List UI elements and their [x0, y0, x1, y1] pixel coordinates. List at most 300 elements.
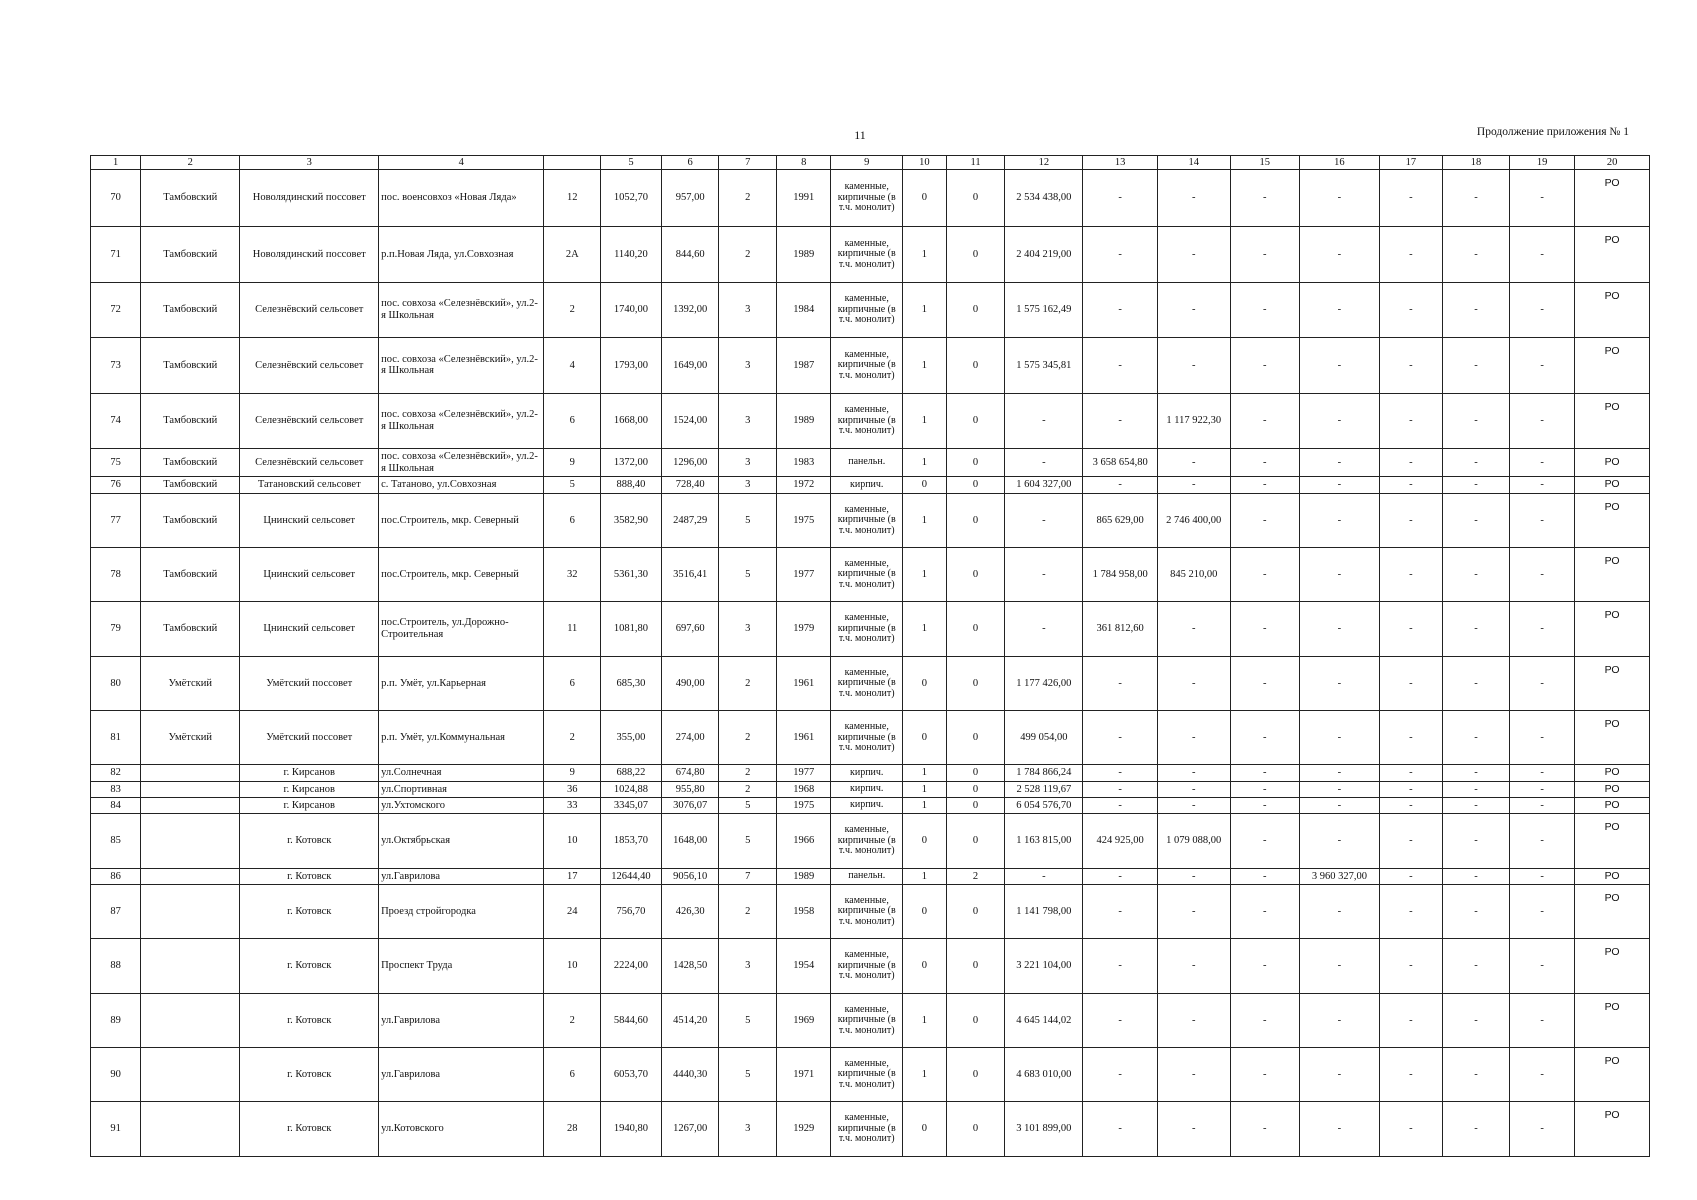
table-row: [91, 765, 1650, 781]
cell-c14: -: [1157, 868, 1230, 884]
cell-c20: РО: [1575, 1102, 1650, 1157]
cell-house: 28: [544, 1102, 601, 1157]
cell-c12: 2 404 219,00: [1005, 227, 1083, 282]
cell-c14: -: [1157, 798, 1230, 814]
cell-c6: 9056,10: [661, 868, 719, 884]
cell-n: 70: [91, 169, 141, 227]
cell-c16: -: [1299, 477, 1379, 493]
cell-c10: 1: [902, 227, 946, 282]
cell-c10: 1: [902, 282, 946, 337]
cell-c13: -: [1083, 993, 1158, 1047]
cell-c20: РО: [1575, 169, 1650, 227]
cell-c20: РО: [1575, 477, 1650, 493]
cell-c17: -: [1379, 282, 1442, 337]
cell-c18: -: [1442, 493, 1509, 547]
cell-district: Тамбовский: [141, 548, 240, 602]
cell-c6: 1267,00: [661, 1102, 719, 1157]
table-row: [91, 338, 1650, 393]
cell-c7: 3: [719, 338, 777, 393]
cell-c14: -: [1157, 884, 1230, 938]
cell-c5: 1668,00: [601, 393, 662, 448]
cell-c17: -: [1379, 338, 1442, 393]
column-number-cell: 19: [1510, 156, 1575, 170]
cell-c16: -: [1299, 814, 1379, 868]
cell-c11: 0: [946, 1048, 1005, 1102]
cell-c18: -: [1442, 711, 1509, 765]
cell-c14: -: [1157, 282, 1230, 337]
cell-c18: -: [1442, 449, 1509, 477]
cell-address: пос.Строитель, мкр. Северный: [379, 493, 544, 547]
cell-c12: 4 683 010,00: [1005, 1048, 1083, 1102]
cell-c15: -: [1230, 393, 1299, 448]
cell-house: 6: [544, 393, 601, 448]
cell-settlement: Селезнёвский сельсовет: [240, 449, 379, 477]
cell-c14: -: [1157, 602, 1230, 656]
cell-c8: 1975: [777, 493, 831, 547]
cell-c19: -: [1510, 781, 1575, 797]
cell-c17: -: [1379, 993, 1442, 1047]
cell-settlement: Новолядинский поссовет: [240, 169, 379, 227]
cell-c5: 888,40: [601, 477, 662, 493]
cell-c10: 1: [902, 993, 946, 1047]
cell-address: ул.Ухтомского: [379, 798, 544, 814]
cell-c18: -: [1442, 477, 1509, 493]
cell-c7: 2: [719, 765, 777, 781]
cell-c5: 1853,70: [601, 814, 662, 868]
cell-c8: 1987: [777, 338, 831, 393]
cell-c6: 1428,50: [661, 939, 719, 993]
cell-c8: 1958: [777, 884, 831, 938]
cell-c9: каменные, кирпичные (в т.ч. монолит): [831, 338, 902, 393]
cell-c6: 3076,07: [661, 798, 719, 814]
cell-c14: -: [1157, 781, 1230, 797]
cell-house: 17: [544, 868, 601, 884]
table-row: [91, 781, 1650, 797]
table-row: [91, 393, 1650, 448]
cell-c12: 1 784 866,24: [1005, 765, 1083, 781]
column-number-cell: 18: [1442, 156, 1509, 170]
cell-c11: 0: [946, 282, 1005, 337]
cell-c14: 1 079 088,00: [1157, 814, 1230, 868]
table-row: [91, 449, 1650, 477]
cell-c13: -: [1083, 711, 1158, 765]
cell-c7: 5: [719, 1048, 777, 1102]
cell-c15: -: [1230, 449, 1299, 477]
cell-settlement: г. Котовск: [240, 993, 379, 1047]
cell-c20: РО: [1575, 884, 1650, 938]
cell-c5: 3582,90: [601, 493, 662, 547]
cell-c5: 5361,30: [601, 548, 662, 602]
cell-c20: РО: [1575, 798, 1650, 814]
cell-c11: 0: [946, 393, 1005, 448]
cell-c8: 1989: [777, 868, 831, 884]
cell-district: Тамбовский: [141, 449, 240, 477]
table-row: [91, 227, 1650, 282]
cell-c14: -: [1157, 169, 1230, 227]
cell-district: Тамбовский: [141, 602, 240, 656]
cell-c19: -: [1510, 282, 1575, 337]
table-row: [91, 884, 1650, 938]
cell-settlement: Татановский сельсовет: [240, 477, 379, 493]
cell-address: с. Татаново, ул.Совхозная: [379, 477, 544, 493]
cell-c11: 0: [946, 765, 1005, 781]
cell-c13: -: [1083, 939, 1158, 993]
cell-c16: -: [1299, 338, 1379, 393]
cell-c13: -: [1083, 868, 1158, 884]
cell-c8: 1977: [777, 765, 831, 781]
cell-n: 81: [91, 711, 141, 765]
cell-house: 24: [544, 884, 601, 938]
cell-c19: -: [1510, 169, 1575, 227]
column-number-cell: 14: [1157, 156, 1230, 170]
cell-c10: 1: [902, 493, 946, 547]
cell-c5: 12644,40: [601, 868, 662, 884]
cell-c6: 1296,00: [661, 449, 719, 477]
cell-n: 82: [91, 765, 141, 781]
cell-n: 83: [91, 781, 141, 797]
cell-n: 71: [91, 227, 141, 282]
cell-district: Тамбовский: [141, 169, 240, 227]
cell-house: 2: [544, 993, 601, 1047]
column-number-cell: 20: [1575, 156, 1650, 170]
cell-settlement: Селезнёвский сельсовет: [240, 282, 379, 337]
cell-address: пос.Строитель, мкр. Северный: [379, 548, 544, 602]
cell-c5: 2224,00: [601, 939, 662, 993]
cell-c13: -: [1083, 169, 1158, 227]
cell-c12: -: [1005, 449, 1083, 477]
cell-c6: 1524,00: [661, 393, 719, 448]
cell-c11: 0: [946, 884, 1005, 938]
cell-c6: 2487,29: [661, 493, 719, 547]
cell-c12: 1 163 815,00: [1005, 814, 1083, 868]
column-number-cell: 16: [1299, 156, 1379, 170]
cell-c9: каменные, кирпичные (в т.ч. монолит): [831, 393, 902, 448]
cell-c15: -: [1230, 548, 1299, 602]
cell-c9: каменные, кирпичные (в т.ч. монолит): [831, 711, 902, 765]
cell-settlement: Новолядинский поссовет: [240, 227, 379, 282]
cell-c12: -: [1005, 548, 1083, 602]
cell-c11: 0: [946, 548, 1005, 602]
cell-c17: -: [1379, 169, 1442, 227]
column-number-cell: [544, 156, 601, 170]
cell-c13: -: [1083, 765, 1158, 781]
cell-c9: каменные, кирпичные (в т.ч. монолит): [831, 814, 902, 868]
cell-c11: 0: [946, 814, 1005, 868]
cell-c8: 1929: [777, 1102, 831, 1157]
cell-c18: -: [1442, 282, 1509, 337]
cell-c9: каменные, кирпичные (в т.ч. монолит): [831, 282, 902, 337]
cell-c18: -: [1442, 1102, 1509, 1157]
cell-c15: -: [1230, 338, 1299, 393]
cell-district: Тамбовский: [141, 227, 240, 282]
cell-n: 74: [91, 393, 141, 448]
cell-district: Тамбовский: [141, 477, 240, 493]
cell-c19: -: [1510, 993, 1575, 1047]
cell-c16: -: [1299, 1102, 1379, 1157]
cell-settlement: Цнинский сельсовет: [240, 548, 379, 602]
cell-c17: -: [1379, 449, 1442, 477]
cell-c6: 728,40: [661, 477, 719, 493]
cell-c11: 0: [946, 169, 1005, 227]
cell-c13: 361 812,60: [1083, 602, 1158, 656]
cell-n: 79: [91, 602, 141, 656]
cell-c12: 1 141 798,00: [1005, 884, 1083, 938]
cell-c5: 6053,70: [601, 1048, 662, 1102]
cell-c8: 1961: [777, 656, 831, 710]
cell-c10: 0: [902, 711, 946, 765]
table-row: [91, 1048, 1650, 1102]
cell-c15: -: [1230, 814, 1299, 868]
cell-c15: -: [1230, 477, 1299, 493]
cell-settlement: г. Котовск: [240, 868, 379, 884]
cell-c20: РО: [1575, 338, 1650, 393]
table-row: [91, 548, 1650, 602]
cell-c10: 1: [902, 1048, 946, 1102]
cell-c19: -: [1510, 814, 1575, 868]
cell-district: Тамбовский: [141, 393, 240, 448]
cell-c15: -: [1230, 493, 1299, 547]
cell-c15: -: [1230, 227, 1299, 282]
cell-district: [141, 765, 240, 781]
cell-c17: -: [1379, 798, 1442, 814]
cell-c15: -: [1230, 884, 1299, 938]
cell-district: Тамбовский: [141, 338, 240, 393]
cell-c16: -: [1299, 798, 1379, 814]
cell-c10: 0: [902, 169, 946, 227]
cell-c20: РО: [1575, 282, 1650, 337]
column-number-cell: 1: [91, 156, 141, 170]
cell-c12: -: [1005, 393, 1083, 448]
cell-c6: 4440,30: [661, 1048, 719, 1102]
cell-house: 10: [544, 814, 601, 868]
cell-c17: -: [1379, 781, 1442, 797]
cell-house: 6: [544, 493, 601, 547]
cell-c20: РО: [1575, 711, 1650, 765]
cell-c20: РО: [1575, 868, 1650, 884]
cell-c20: РО: [1575, 939, 1650, 993]
cell-c15: -: [1230, 939, 1299, 993]
cell-c10: 0: [902, 656, 946, 710]
table-row: [91, 711, 1650, 765]
cell-c5: 1793,00: [601, 338, 662, 393]
cell-c14: -: [1157, 449, 1230, 477]
cell-c14: 2 746 400,00: [1157, 493, 1230, 547]
cell-c9: каменные, кирпичные (в т.ч. монолит): [831, 493, 902, 547]
cell-c19: -: [1510, 711, 1575, 765]
cell-settlement: Цнинский сельсовет: [240, 602, 379, 656]
cell-c7: 5: [719, 993, 777, 1047]
cell-c8: 1989: [777, 227, 831, 282]
cell-c16: 3 960 327,00: [1299, 868, 1379, 884]
cell-c7: 2: [719, 169, 777, 227]
cell-c6: 274,00: [661, 711, 719, 765]
column-number-cell: 11: [946, 156, 1005, 170]
cell-c5: 688,22: [601, 765, 662, 781]
cell-c12: 3 101 899,00: [1005, 1102, 1083, 1157]
cell-address: ул.Солнечная: [379, 765, 544, 781]
cell-c10: 1: [902, 393, 946, 448]
cell-c5: 1940,80: [601, 1102, 662, 1157]
cell-c11: 0: [946, 1102, 1005, 1157]
cell-c16: -: [1299, 602, 1379, 656]
cell-n: 85: [91, 814, 141, 868]
cell-c15: -: [1230, 602, 1299, 656]
cell-district: Тамбовский: [141, 282, 240, 337]
cell-c17: -: [1379, 1102, 1442, 1157]
cell-c12: 1 604 327,00: [1005, 477, 1083, 493]
cell-c16: -: [1299, 393, 1379, 448]
cell-settlement: г. Кирсанов: [240, 781, 379, 797]
cell-c10: 1: [902, 449, 946, 477]
column-number-cell: 12: [1005, 156, 1083, 170]
cell-c12: -: [1005, 868, 1083, 884]
cell-c7: 5: [719, 798, 777, 814]
cell-c14: -: [1157, 1048, 1230, 1102]
cell-c14: -: [1157, 711, 1230, 765]
page-number: 11: [854, 128, 866, 142]
cell-c8: 1966: [777, 814, 831, 868]
cell-c8: 1977: [777, 548, 831, 602]
cell-c6: 674,80: [661, 765, 719, 781]
cell-c16: -: [1299, 781, 1379, 797]
cell-c13: 424 925,00: [1083, 814, 1158, 868]
cell-c9: кирпич.: [831, 798, 902, 814]
column-number-cell: 6: [661, 156, 719, 170]
cell-house: 2: [544, 711, 601, 765]
table-row: [91, 814, 1650, 868]
cell-c7: 2: [719, 227, 777, 282]
cell-c7: 2: [719, 781, 777, 797]
cell-c9: каменные, кирпичные (в т.ч. монолит): [831, 1048, 902, 1102]
cell-c17: -: [1379, 393, 1442, 448]
cell-c13: -: [1083, 798, 1158, 814]
cell-c18: -: [1442, 884, 1509, 938]
table-row: [91, 282, 1650, 337]
cell-c8: 1954: [777, 939, 831, 993]
cell-c8: 1989: [777, 393, 831, 448]
cell-c11: 2: [946, 868, 1005, 884]
cell-c14: -: [1157, 765, 1230, 781]
table-row: [91, 477, 1650, 493]
cell-settlement: г. Кирсанов: [240, 798, 379, 814]
cell-house: 6: [544, 656, 601, 710]
cell-address: р.п. Умёт, ул.Коммунальная: [379, 711, 544, 765]
cell-district: [141, 939, 240, 993]
cell-c13: 1 784 958,00: [1083, 548, 1158, 602]
cell-c19: -: [1510, 1102, 1575, 1157]
cell-c5: 1052,70: [601, 169, 662, 227]
cell-c15: -: [1230, 765, 1299, 781]
cell-c17: -: [1379, 884, 1442, 938]
cell-c15: -: [1230, 169, 1299, 227]
cell-c7: 3: [719, 1102, 777, 1157]
cell-house: 2: [544, 282, 601, 337]
cell-c16: -: [1299, 884, 1379, 938]
cell-c5: 1081,80: [601, 602, 662, 656]
cell-c11: 0: [946, 798, 1005, 814]
cell-c10: 1: [902, 548, 946, 602]
cell-c9: панельн.: [831, 868, 902, 884]
column-number-cell: 5: [601, 156, 662, 170]
cell-c7: 2: [719, 656, 777, 710]
cell-c20: РО: [1575, 602, 1650, 656]
cell-n: 87: [91, 884, 141, 938]
cell-c20: РО: [1575, 493, 1650, 547]
cell-c6: 844,60: [661, 227, 719, 282]
cell-c11: 0: [946, 602, 1005, 656]
cell-c9: каменные, кирпичные (в т.ч. монолит): [831, 939, 902, 993]
cell-c12: 1 177 426,00: [1005, 656, 1083, 710]
cell-n: 78: [91, 548, 141, 602]
cell-c13: -: [1083, 227, 1158, 282]
cell-c8: 1983: [777, 449, 831, 477]
cell-c11: 0: [946, 449, 1005, 477]
cell-c7: 5: [719, 548, 777, 602]
cell-c15: -: [1230, 993, 1299, 1047]
cell-c12: 2 534 438,00: [1005, 169, 1083, 227]
cell-settlement: Умётский поссовет: [240, 711, 379, 765]
cell-c14: -: [1157, 338, 1230, 393]
column-number-cell: 17: [1379, 156, 1442, 170]
cell-c15: -: [1230, 282, 1299, 337]
cell-c11: 0: [946, 477, 1005, 493]
cell-c6: 957,00: [661, 169, 719, 227]
cell-c20: РО: [1575, 993, 1650, 1047]
cell-c7: 3: [719, 449, 777, 477]
cell-c5: 1140,20: [601, 227, 662, 282]
cell-c17: -: [1379, 548, 1442, 602]
cell-c9: каменные, кирпичные (в т.ч. монолит): [831, 884, 902, 938]
cell-c17: -: [1379, 814, 1442, 868]
cell-c6: 1392,00: [661, 282, 719, 337]
cell-c8: 1968: [777, 781, 831, 797]
cell-address: пос. военсовхоз «Новая Ляда»: [379, 169, 544, 227]
cell-c16: -: [1299, 656, 1379, 710]
cell-c15: -: [1230, 711, 1299, 765]
cell-c11: 0: [946, 939, 1005, 993]
cell-c7: 2: [719, 711, 777, 765]
cell-c13: -: [1083, 477, 1158, 493]
cell-c18: -: [1442, 548, 1509, 602]
cell-n: 77: [91, 493, 141, 547]
cell-c12: 6 054 576,70: [1005, 798, 1083, 814]
cell-c9: каменные, кирпичные (в т.ч. монолит): [831, 227, 902, 282]
cell-address: ул.Гаврилова: [379, 868, 544, 884]
cell-c12: -: [1005, 493, 1083, 547]
cell-c8: 1991: [777, 169, 831, 227]
cell-c7: 7: [719, 868, 777, 884]
cell-house: 9: [544, 449, 601, 477]
cell-c8: 1971: [777, 1048, 831, 1102]
cell-district: [141, 781, 240, 797]
cell-house: 6: [544, 1048, 601, 1102]
cell-c10: 0: [902, 477, 946, 493]
cell-c12: 3 221 104,00: [1005, 939, 1083, 993]
cell-c6: 955,80: [661, 781, 719, 797]
cell-c13: -: [1083, 282, 1158, 337]
table-row: [91, 993, 1650, 1047]
cell-address: р.п. Умёт, ул.Карьерная: [379, 656, 544, 710]
cell-district: [141, 1102, 240, 1157]
cell-c17: -: [1379, 602, 1442, 656]
cell-c15: -: [1230, 1048, 1299, 1102]
cell-c19: -: [1510, 602, 1575, 656]
column-number-cell: 3: [240, 156, 379, 170]
cell-address: пос.Строитель, ул.Дорожно-Строительная: [379, 602, 544, 656]
cell-district: [141, 868, 240, 884]
cell-c18: -: [1442, 868, 1509, 884]
cell-c18: -: [1442, 656, 1509, 710]
